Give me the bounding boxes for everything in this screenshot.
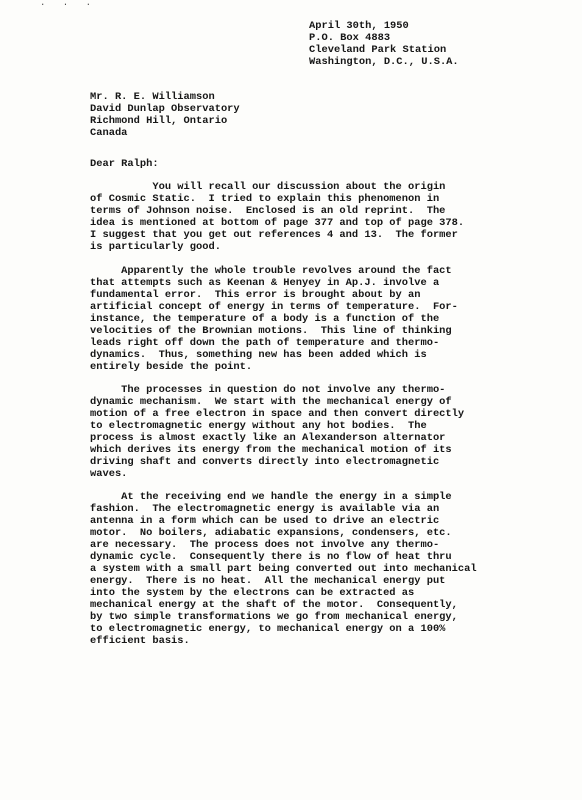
recipient-organization: David Dunlap Observatory	[90, 103, 240, 115]
salutation: Dear Ralph:	[90, 158, 159, 170]
body-line: to electromagnetic energy without any hot bodies. The	[90, 420, 427, 432]
body-line: dynamic cycle. Consequently there is no flow of heat thru	[90, 551, 452, 563]
body-line: leads right off down the path of temperature and thermo-	[90, 337, 440, 349]
sender-station: Cleveland Park Station	[309, 44, 447, 56]
body-line: a system with a small part being converted out into mechanical	[90, 563, 477, 575]
body-line: by two simple transformations we go from mechanical energy,	[90, 611, 458, 623]
sender-city: Washington, D.C., U.S.A.	[309, 56, 459, 68]
body-line: dynamics. Thus, something new has been added which is	[90, 349, 427, 361]
body-line: of Cosmic Static. I tried to explain this phenomenon in	[90, 193, 440, 205]
body-line: idea is mentioned at bottom of page 377 and top of page 378.	[90, 217, 465, 229]
body-line: which derives its energy from the mechanical motion of its	[90, 444, 452, 456]
body-line: terms of Johnson noise. Enclosed is an old reprint. The	[90, 205, 446, 217]
body-line: At the receiving end we handle the energy in a simple	[90, 491, 452, 503]
letter-date: April 30th, 1950	[309, 20, 409, 32]
recipient-country: Canada	[90, 127, 128, 139]
body-line: I suggest that you get out references 4 and 13. The former	[90, 229, 458, 241]
body-line: fashion. The electromagnetic energy is available via an	[90, 503, 440, 515]
body-line: mechanical energy at the shaft of the motor. Consequently,	[90, 599, 458, 611]
body-line: fundamental error. This error is brought about by an	[90, 289, 421, 301]
body-line: instance, the temperature of a body is a function of the	[90, 313, 440, 325]
body-line: process is almost exactly like an Alexanderson alternator	[90, 432, 446, 444]
body-line: The processes in question do not involve any thermo-	[90, 384, 446, 396]
body-line: to electromagnetic energy, to mechanical energy on a 100%	[90, 623, 446, 635]
body-line: antenna in a form which can be used to drive an electric	[90, 515, 440, 527]
body-line: energy. There is no heat. All the mechanical energy put	[90, 575, 446, 587]
body-line: into the system by the electrons can be extracted as	[90, 587, 415, 599]
recipient-city: Richmond Hill, Ontario	[90, 115, 228, 127]
body-line: that attempts such as Keenan & Henyey in Ap.J. involve a	[90, 277, 440, 289]
body-line: motor. No boilers, adiabatic expansions, condensers, etc.	[90, 527, 452, 539]
body-line: are necessary. The process does not involve any thermo-	[90, 539, 440, 551]
corner-mark: · · ·	[40, 0, 98, 10]
body-line: artificial concept of energy in terms of temperature. For-	[90, 301, 458, 313]
body-line: driving shaft and converts directly into electromagnetic	[90, 456, 440, 468]
body-line: Apparently the whole trouble revolves around the fact	[90, 265, 452, 277]
recipient-name: Mr. R. E. Williamson	[90, 91, 215, 103]
body-line: efficient basis.	[90, 635, 190, 647]
body-line: waves.	[90, 468, 128, 480]
body-line: dynamic mechanism. We start with the mechanical energy of	[90, 396, 452, 408]
body-line: is particularly good.	[90, 241, 221, 253]
sender-po-box: P.O. Box 4883	[309, 32, 391, 44]
body-line: motion of a free electron in space and then convert directly	[90, 408, 465, 420]
body-line: velocities of the Brownian motions. This line of thinking	[90, 325, 452, 337]
body-line: You will recall our discussion about the origin	[90, 181, 446, 193]
body-line: entirely beside the point.	[90, 361, 253, 373]
